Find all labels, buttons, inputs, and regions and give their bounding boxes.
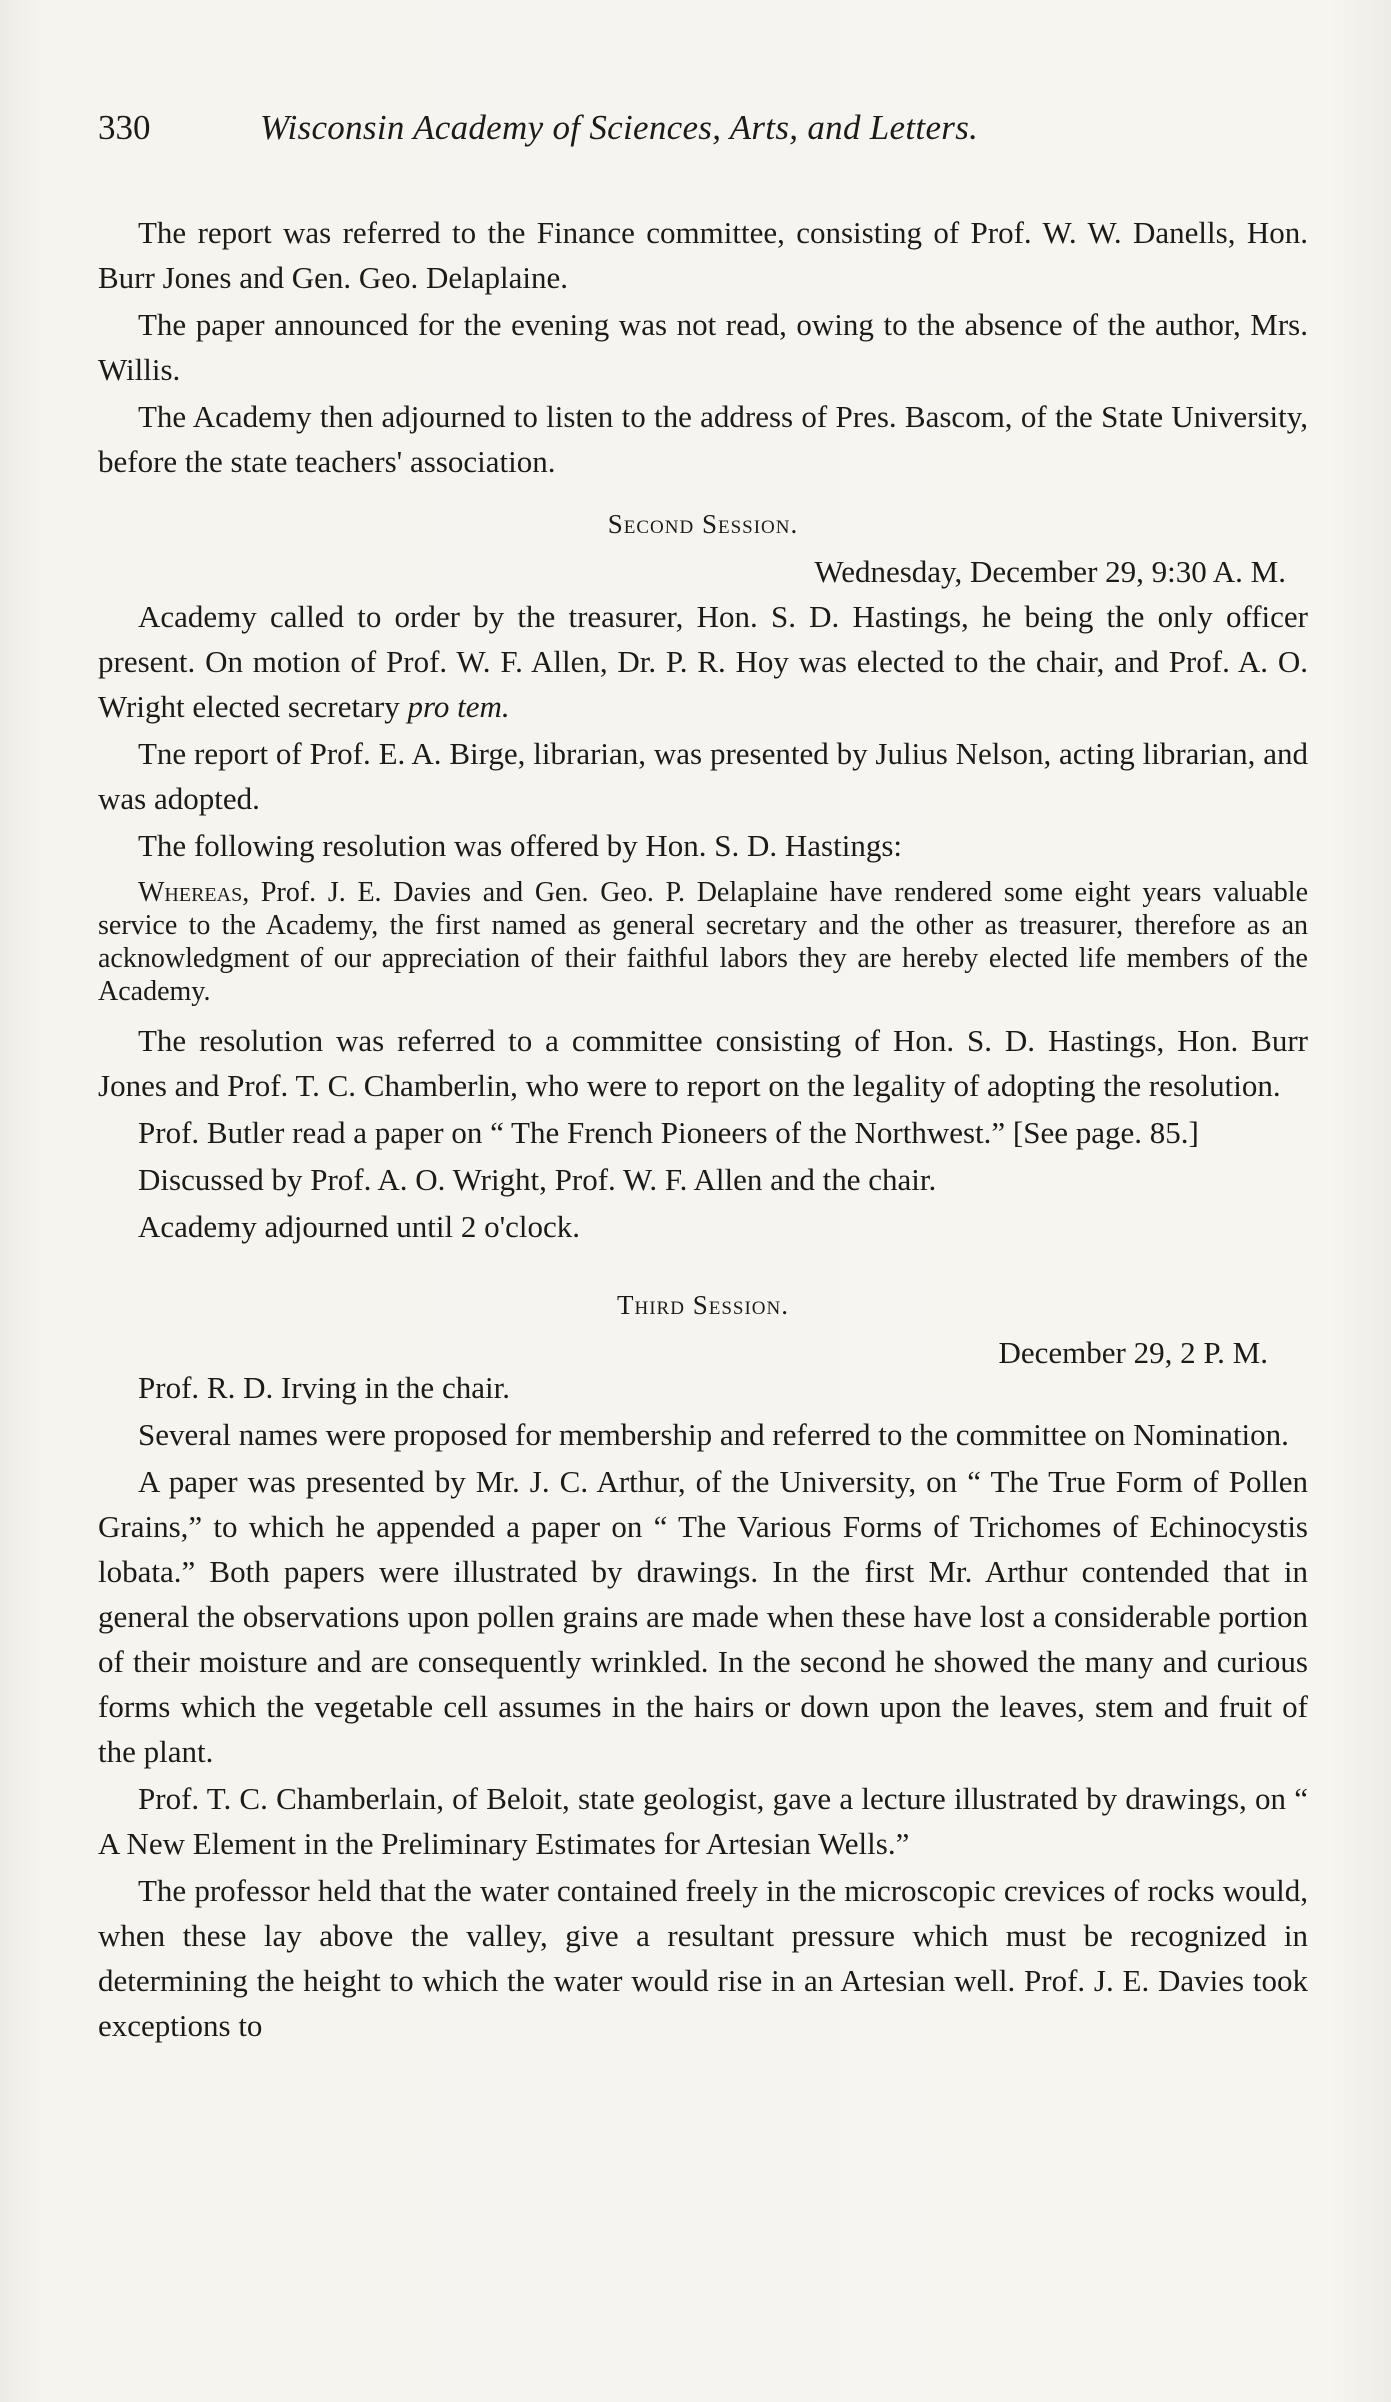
paragraph-resolution-offered: The following resolution was offered by Hon. S. D. Hastings: [138,828,902,863]
third-session-heading: Third Session. [617,1290,789,1320]
running-title: Wisconsin Academy of Sciences, Arts, and Letters. [260,108,979,147]
second-session-date: Wednesday, December 29, 9:30 A. M. [814,554,1286,589]
paragraph-librarian-report: Tne report of Prof. E. A. Birge, librarian, was presented by Julius Nelson, acting librarian, and was adopted. [98,736,1308,816]
resolution-lead: Whereas, [138,877,250,908]
paragraph-paper-not-read: The paper announced for the evening was not read, owing to the absence of the author, Mrs. Willis. [98,307,1308,387]
paragraph-artesian-pressure: The professor held that the water contained freely in the microscopic crevices of rocks would, when these lay above the valley, give a resultant pressure which must be recognized in determining the height to which the water would rise in an Artesian well. Prof. J. E. Davies took exceptions to [98,1873,1308,2043]
page-header [98,108,1298,158]
resolution-text [98,876,1308,1008]
page-number: 330 [98,108,151,147]
paragraph-arthur-paper: A paper was presented by Mr. J. C. Arthur, of the University, on “ The True Form of Pollen Grains,” to which he appended a paper on “ The Various Forms of Trichomes of Echinocystis lobata.” Both papers were illustrated by drawings. In the first Mr. Arthur contended that in general the observations upon pollen grains are made when these have lost a considerable portion of their moisture and are consequently wrinkled. In the second he showed the many and curious forms which the vegetable cell assumes in the hairs or down upon the leaves, stem and fruit of the plant. [98,1464,1308,1769]
page-body [98,210,1308,2048]
paragraph-called-to-order [98,594,1308,729]
paragraph-called-to-order-text: Academy called to order by the treasurer, Hon. S. D. Hastings, he being the only officer present. On motion of Prof. W. F. Allen, Dr. P. R. Hoy was elected to the chair, and Prof. A. O. Wright elected secretary [98,599,1308,724]
paragraph-butler-paper: Prof. Butler read a paper on “ The French Pioneers of the Northwest.” [See page. 85.] [138,1115,1199,1150]
paragraph-finance-committee: The report was referred to the Finance committee, consisting of Prof. W. W. Danells, Hon. Burr Jones and Gen. Geo. Delaplaine. [98,215,1308,295]
paragraph-adjourned: The Academy then adjourned to listen to the address of Pres. Bascom, of the State University, before the state teachers' association. [98,399,1308,479]
third-session-date: December 29, 2 P. M. [998,1335,1268,1370]
second-session-heading: Second Session. [607,509,799,539]
paragraph-irving-chair: Prof. R. D. Irving in the chair. [138,1370,510,1405]
pro-tem-italic: pro tem. [407,689,510,724]
paragraph-membership-names: Several names were proposed for membership and referred to the committee on Nomination. [138,1417,1289,1452]
paragraph-resolution-referred: The resolution was referred to a committee consisting of Hon. S. D. Hastings, Hon. Burr Jones and Prof. T. C. Chamberlin, who were to report on the legality of adopting the resolution. [98,1023,1308,1103]
paragraph-discussed: Discussed by Prof. A. O. Wright, Prof. W. F. Allen and the chair. [138,1162,937,1197]
resolution-body: Prof. J. E. Davies and Gen. Geo. P. Delaplaine have rendered some eight years valuable service to the Academy, the first named as general secretary and the other as treasurer, therefore as an acknowledgment of our appreciation of their faithful labors they are hereby elected life members of the Academy. [98,877,1308,1007]
paragraph-adjourned-until-two: Academy adjourned until 2 o'clock. [138,1209,581,1244]
paragraph-chamberlain-lecture: Prof. T. C. Chamberlain, of Beloit, state geologist, gave a lecture illustrated by drawings, on “ A New Element in the Preliminary Estimates for Artesian Wells.” [98,1781,1308,1861]
